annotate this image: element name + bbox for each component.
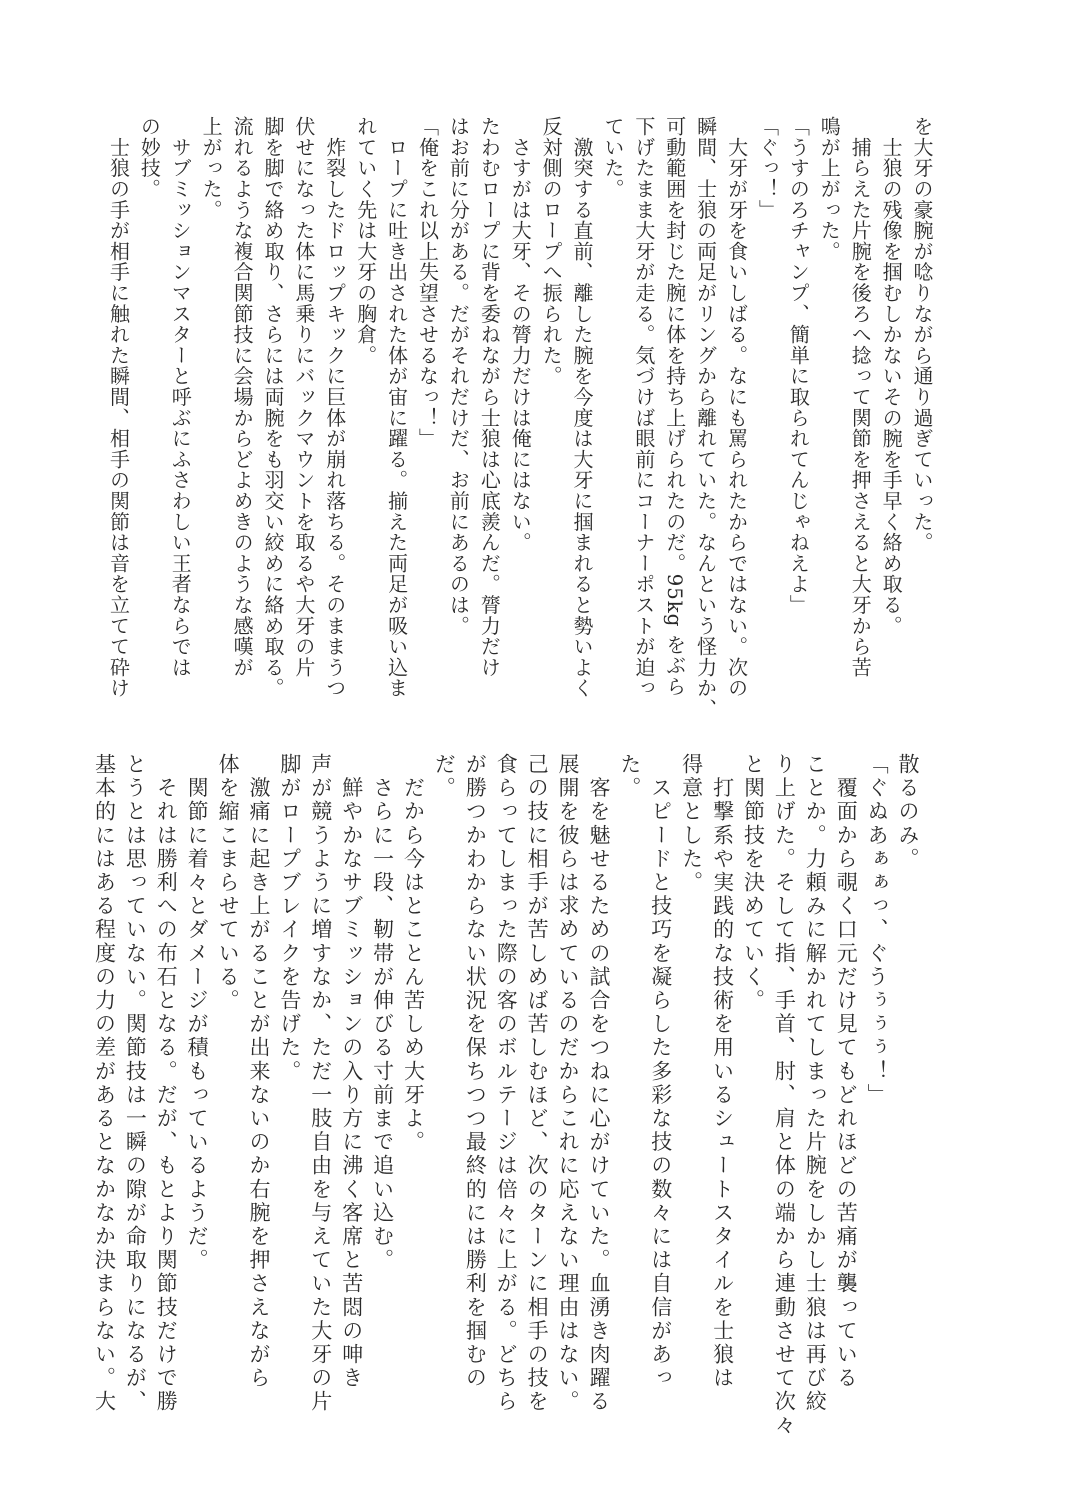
text-line: が勝つかわからない状況を保ちつつ最終的には勝利を掴むの [463, 753, 488, 1391]
text-line: ことか。力頼みに解かれてしまった片腕をしかし士狼は再び絞 [803, 753, 828, 1414]
text-line: 鳴が上がった。 [817, 116, 842, 262]
text-line: それは勝利への布石となる。だが、もとより関節技だけで勝 [154, 753, 179, 1414]
text-line: 関節に着々とダメージが積もっているようだ。 [185, 753, 210, 1273]
text-line: 己の技に相手が苦しめば苦しむほど、次のターンに相手の技を [525, 753, 550, 1414]
text-line: 大牙が牙を食いしばる。なにも罵られたからではない。次の [724, 116, 749, 699]
text-line: サブミッションマスターと呼ぶにふさわしい王者ならでは [168, 116, 193, 678]
text-line: 上がった。 [199, 116, 224, 220]
text-line: 激痛に起き上がることが出来ないのか右腕を押さえながら [246, 753, 271, 1391]
text-line: 「ぐぬあぁぁっ、ぐうぅぅぅ！」 [865, 753, 890, 1107]
text-line: 体を縮こまらせている。 [216, 753, 241, 1013]
text-line: 炸裂したドロップキックに巨体が崩れ落ちる。そのままうつ [322, 116, 347, 699]
text-line: さらに一段、靭帯が伸びる寸前まで追い込む。 [370, 753, 395, 1273]
text-line: ていた。 [600, 116, 625, 200]
text-line: 反対側のロープへ振られた。 [539, 116, 564, 387]
text-line: 打撃系や実践的な技術を用いるシュートスタイルを士狼は [710, 753, 735, 1391]
text-line: ロープに吐き出された体が宙に躍る。揃えた両足が吸い込ま [384, 116, 409, 699]
upper-text-block [103, 116, 937, 720]
text-line: 瞬間、士狼の両足がリングから離れていた。なんという怪力か、 [693, 116, 718, 720]
text-line: 士狼の残像を掴むしかないその腕を手早く絡め取る。 [879, 116, 904, 636]
text-line: を大牙の豪腕が唸りながら通り過ぎていった。 [910, 116, 934, 553]
text-line: 散るのみ。 [896, 753, 920, 871]
text-line: 「俺をこれ以上失望させるなっ！」 [415, 116, 440, 449]
text-line: 「ぐっ！」 [755, 116, 780, 220]
text-line: れていく先は大牙の胸倉。 [353, 116, 378, 366]
text-line: 脚を脚で絡め取り、さらには両腕をも羽交い絞めに絡め取る。 [260, 116, 285, 699]
text-line: スピードと技巧を凝らした多彩な技の数々には自信があっ [648, 753, 673, 1391]
text-line: 展開を彼らは求めているのだからこれに応えない理由はない。 [556, 753, 581, 1414]
text-line: 下げたまま大牙が走る。気づけば眼前にコーナーポストが迫っ [631, 116, 656, 699]
text-line: 激突する直前、離した腕を今度は大牙に掴まれると勢いよく [570, 116, 595, 699]
text-line: だから今はとことん苦しめ大牙よ。 [401, 753, 426, 1155]
text-line: 覆面から覗く口元だけ見てもどれほどの苦痛が襲っている [834, 753, 859, 1391]
text-line: 可動範囲を封じた腕に体を持ち上げられたのだ。95kg をぶら [662, 116, 687, 697]
text-line: 声が競うように増すなか、ただ一肢自由を与えていた大牙の片 [308, 753, 333, 1414]
text-line: 脚がロープブレイクを告げた。 [277, 753, 302, 1084]
lower-text-block [89, 753, 923, 1438]
text-line: 捕らえた片腕を後ろへ捻って関節を押さえると大牙から苦 [848, 116, 873, 678]
text-line: たわむロープに背を委ねながら士狼は心底羨んだ。膂力だけ [477, 116, 502, 678]
text-line: 客を魅せるための試合をつねに心がけていた。血湧き肉躍る [586, 753, 611, 1414]
text-line: 基本的にはある程度の力の差があるとなかなか決まらない。大 [92, 753, 117, 1414]
text-line: と関節技を決めていく。 [741, 753, 766, 1013]
text-line: 食らってしまった際の客のボルテージは倍々に上がる。どちら [494, 753, 519, 1414]
text-line: さすがは大牙、その膂力だけは俺にはない。 [508, 116, 533, 553]
text-line: だ。 [432, 753, 457, 801]
text-line: とうとは思っていない。関節技は一瞬の隙が命取りになるが、 [123, 753, 148, 1414]
text-line: 「うすのろチャンプ、簡単に取られてんじゃねえよ」 [786, 116, 811, 616]
text-line: はお前に分がある。だがそれだけだ、お前にあるのは。 [446, 116, 471, 636]
text-line: 鮮やかなサブミッションの入り方に沸く客席と苦悶の呻き [339, 753, 364, 1391]
text-line: 得意とした。 [679, 753, 704, 895]
text-line: 伏せになった体に馬乗りにバックマウントを取るや大牙の片 [291, 116, 316, 678]
text-line: 士狼の手が相手に触れた瞬間、相手の関節は音を立てて砕け [106, 116, 131, 699]
text-line: 流れるような複合関節技に会場からどよめきのような感嘆が [230, 116, 255, 678]
text-line: り上げた。そして指、手首、肘、肩と体の端から連動させて次々 [772, 753, 797, 1438]
text-line: た。 [617, 753, 642, 801]
text-line: の妙技。 [137, 116, 162, 200]
